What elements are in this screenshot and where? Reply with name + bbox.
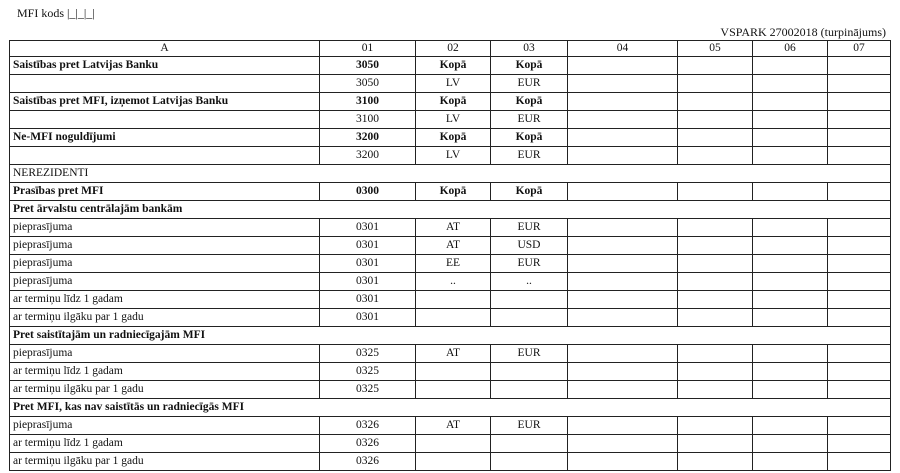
cell-02 — [416, 435, 491, 453]
table-row — [10, 381, 891, 399]
row-label: Pret saistītajām un radniecīgajām MFI — [10, 327, 891, 345]
row-label: Prasības pret MFI — [10, 183, 320, 201]
cell-01: 0326 — [320, 417, 416, 435]
cell-03 — [491, 309, 568, 327]
row-label: ar termiņu ilgāku par 1 gadu — [10, 309, 320, 327]
table-row — [10, 93, 891, 111]
input-cell-04[interactable] — [568, 381, 678, 399]
table-row — [10, 453, 891, 471]
cell-02: AT — [416, 417, 491, 435]
cell-02: EE — [416, 255, 491, 273]
input-cell-05[interactable] — [678, 381, 753, 399]
input-cell-05[interactable] — [678, 75, 753, 93]
cell-02: LV — [416, 147, 491, 165]
col-header-a: A — [10, 41, 320, 57]
input-cell-04[interactable] — [568, 291, 678, 309]
cell-03 — [491, 291, 568, 309]
input-cell-05[interactable] — [678, 417, 753, 435]
input-cell-07[interactable] — [828, 291, 891, 309]
row-label: Saistības pret MFI, izņemot Latvijas Banku — [10, 93, 320, 111]
cell-01: 0301 — [320, 219, 416, 237]
table-row — [10, 309, 891, 327]
cell-02: Kopā — [416, 57, 491, 75]
input-cell-05[interactable] — [678, 183, 753, 201]
input-cell-04[interactable] — [568, 147, 678, 165]
input-cell-06[interactable] — [753, 255, 828, 273]
input-cell-04[interactable] — [568, 129, 678, 147]
row-label: ar termiņu ilgāku par 1 gadu — [10, 453, 320, 471]
table-row — [10, 147, 891, 165]
input-cell-06[interactable] — [753, 345, 828, 363]
cell-01: 0325 — [320, 363, 416, 381]
table-row — [10, 291, 891, 309]
input-cell-07[interactable] — [828, 219, 891, 237]
input-cell-05[interactable] — [678, 363, 753, 381]
cell-03: .. — [491, 273, 568, 291]
row-label: ar termiņu ilgāku par 1 gadu — [10, 381, 320, 399]
table-row — [10, 129, 891, 147]
col-header-02: 02 — [416, 41, 491, 57]
row-label: Saistības pret Latvijas Banku — [10, 57, 320, 75]
cell-02: AT — [416, 219, 491, 237]
cell-01: 3200 — [320, 129, 416, 147]
table-body — [10, 57, 891, 471]
input-cell-05[interactable] — [678, 345, 753, 363]
input-cell-04[interactable] — [568, 273, 678, 291]
input-cell-07[interactable] — [828, 273, 891, 291]
input-cell-05[interactable] — [678, 453, 753, 471]
cell-01: 3200 — [320, 147, 416, 165]
table-row — [10, 273, 891, 291]
input-cell-07[interactable] — [828, 363, 891, 381]
cell-01: 3050 — [320, 57, 416, 75]
input-cell-04[interactable] — [568, 453, 678, 471]
input-cell-07[interactable] — [828, 255, 891, 273]
table-row — [10, 75, 891, 93]
cell-01: 3100 — [320, 93, 416, 111]
input-cell-07[interactable] — [828, 345, 891, 363]
cell-02: LV — [416, 111, 491, 129]
cell-02 — [416, 381, 491, 399]
cell-03: Kopā — [491, 93, 568, 111]
table-row — [10, 111, 891, 129]
input-cell-06[interactable] — [753, 237, 828, 255]
cell-02: Kopā — [416, 129, 491, 147]
cell-03: Kopā — [491, 129, 568, 147]
input-cell-05[interactable] — [678, 93, 753, 111]
section-row — [10, 201, 891, 219]
cell-01: 0301 — [320, 255, 416, 273]
input-cell-06[interactable] — [753, 93, 828, 111]
cell-03: EUR — [491, 417, 568, 435]
input-cell-04[interactable] — [568, 219, 678, 237]
input-cell-06[interactable] — [753, 273, 828, 291]
table-row — [10, 183, 891, 201]
col-header-06: 06 — [753, 41, 828, 57]
input-cell-05[interactable] — [678, 129, 753, 147]
col-header-05: 05 — [678, 41, 753, 57]
input-cell-05[interactable] — [678, 219, 753, 237]
table-row — [10, 363, 891, 381]
input-cell-06[interactable] — [753, 129, 828, 147]
row-label: pieprasījuma — [10, 273, 320, 291]
section-row — [10, 327, 891, 345]
input-cell-04[interactable] — [568, 309, 678, 327]
cell-03: USD — [491, 237, 568, 255]
input-cell-07[interactable] — [828, 111, 891, 129]
cell-02 — [416, 291, 491, 309]
input-cell-04[interactable] — [568, 183, 678, 201]
input-cell-05[interactable] — [678, 147, 753, 165]
cell-01: 0300 — [320, 183, 416, 201]
table-row — [10, 57, 891, 75]
input-cell-06[interactable] — [753, 111, 828, 129]
column-header-row — [10, 41, 891, 57]
row-label — [10, 111, 320, 129]
report-table — [9, 40, 891, 471]
input-cell-07[interactable] — [828, 435, 891, 453]
input-cell-07[interactable] — [828, 147, 891, 165]
row-label: Pret MFI, kas nav saistītās un radniecīgās MFI — [10, 399, 891, 417]
cell-02: Kopā — [416, 183, 491, 201]
input-cell-06[interactable] — [753, 147, 828, 165]
input-cell-05[interactable] — [678, 435, 753, 453]
input-cell-06[interactable] — [753, 435, 828, 453]
row-label: pieprasījuma — [10, 237, 320, 255]
table-row — [10, 435, 891, 453]
cell-03: EUR — [491, 111, 568, 129]
col-header-04: 04 — [568, 41, 678, 57]
cell-01: 0325 — [320, 345, 416, 363]
row-label: ar termiņu līdz 1 gadam — [10, 435, 320, 453]
row-label — [10, 75, 320, 93]
cell-01: 0325 — [320, 381, 416, 399]
row-label — [10, 147, 320, 165]
form-identifier: VSPARK 27002018 (turpinājums) — [720, 25, 886, 39]
cell-03 — [491, 363, 568, 381]
input-cell-07[interactable] — [828, 453, 891, 471]
input-cell-07[interactable] — [828, 129, 891, 147]
cell-03 — [491, 453, 568, 471]
input-cell-07[interactable] — [828, 309, 891, 327]
input-cell-05[interactable] — [678, 273, 753, 291]
table-row — [10, 345, 891, 363]
input-cell-04[interactable] — [568, 363, 678, 381]
cell-01: 0326 — [320, 435, 416, 453]
input-cell-04[interactable] — [568, 345, 678, 363]
table-row — [10, 237, 891, 255]
row-label: Ne-MFI noguldījumi — [10, 129, 320, 147]
cell-03 — [491, 435, 568, 453]
row-label: ar termiņu līdz 1 gadam — [10, 291, 320, 309]
input-cell-04[interactable] — [568, 417, 678, 435]
cell-03 — [491, 381, 568, 399]
input-cell-04[interactable] — [568, 237, 678, 255]
row-label: NEREZIDENTI — [10, 165, 891, 183]
cell-02: AT — [416, 345, 491, 363]
input-cell-04[interactable] — [568, 111, 678, 129]
cell-03: EUR — [491, 147, 568, 165]
input-cell-04[interactable] — [568, 93, 678, 111]
cell-01: 0301 — [320, 291, 416, 309]
input-cell-04[interactable] — [568, 255, 678, 273]
input-cell-06[interactable] — [753, 291, 828, 309]
input-cell-06[interactable] — [753, 309, 828, 327]
input-cell-06[interactable] — [753, 183, 828, 201]
input-cell-06[interactable] — [753, 381, 828, 399]
cell-01: 3100 — [320, 111, 416, 129]
input-cell-06[interactable] — [753, 453, 828, 471]
cell-03: EUR — [491, 75, 568, 93]
table-row — [10, 417, 891, 435]
input-cell-04[interactable] — [568, 57, 678, 75]
cell-01: 0326 — [320, 453, 416, 471]
cell-02: AT — [416, 237, 491, 255]
col-header-03: 03 — [491, 41, 568, 57]
input-cell-05[interactable] — [678, 309, 753, 327]
cell-03: Kopā — [491, 57, 568, 75]
row-label: pieprasījuma — [10, 255, 320, 273]
input-cell-06[interactable] — [753, 57, 828, 75]
input-cell-07[interactable] — [828, 93, 891, 111]
cell-02: Kopā — [416, 93, 491, 111]
cell-03: EUR — [491, 255, 568, 273]
row-label: ar termiņu līdz 1 gadam — [10, 363, 320, 381]
input-cell-04[interactable] — [568, 435, 678, 453]
row-label: pieprasījuma — [10, 345, 320, 363]
cell-01: 3050 — [320, 75, 416, 93]
section-row — [10, 399, 891, 417]
row-label: Pret ārvalstu centrālajām bankām — [10, 201, 891, 219]
input-cell-05[interactable] — [678, 237, 753, 255]
cell-02 — [416, 363, 491, 381]
input-cell-07[interactable] — [828, 381, 891, 399]
input-cell-07[interactable] — [828, 183, 891, 201]
input-cell-06[interactable] — [753, 363, 828, 381]
cell-02 — [416, 453, 491, 471]
cell-02 — [416, 309, 491, 327]
input-cell-05[interactable] — [678, 255, 753, 273]
input-cell-07[interactable] — [828, 237, 891, 255]
input-cell-07[interactable] — [828, 75, 891, 93]
input-cell-05[interactable] — [678, 291, 753, 309]
mfi-code-label: MFI kods |_|_|_| — [17, 6, 95, 20]
input-cell-06[interactable] — [753, 417, 828, 435]
input-cell-05[interactable] — [678, 111, 753, 129]
table-row — [10, 219, 891, 237]
cell-03: Kopā — [491, 183, 568, 201]
section-row — [10, 165, 891, 183]
input-cell-05[interactable] — [678, 57, 753, 75]
col-header-01: 01 — [320, 41, 416, 57]
cell-01: 0301 — [320, 273, 416, 291]
cell-02: .. — [416, 273, 491, 291]
row-label: pieprasījuma — [10, 417, 320, 435]
table-row — [10, 255, 891, 273]
input-cell-06[interactable] — [753, 75, 828, 93]
input-cell-04[interactable] — [568, 75, 678, 93]
cell-02: LV — [416, 75, 491, 93]
input-cell-07[interactable] — [828, 417, 891, 435]
input-cell-06[interactable] — [753, 219, 828, 237]
row-label: pieprasījuma — [10, 219, 320, 237]
cell-03: EUR — [491, 219, 568, 237]
cell-03: EUR — [491, 345, 568, 363]
col-header-07: 07 — [828, 41, 891, 57]
cell-01: 0301 — [320, 237, 416, 255]
cell-01: 0301 — [320, 309, 416, 327]
input-cell-07[interactable] — [828, 57, 891, 75]
